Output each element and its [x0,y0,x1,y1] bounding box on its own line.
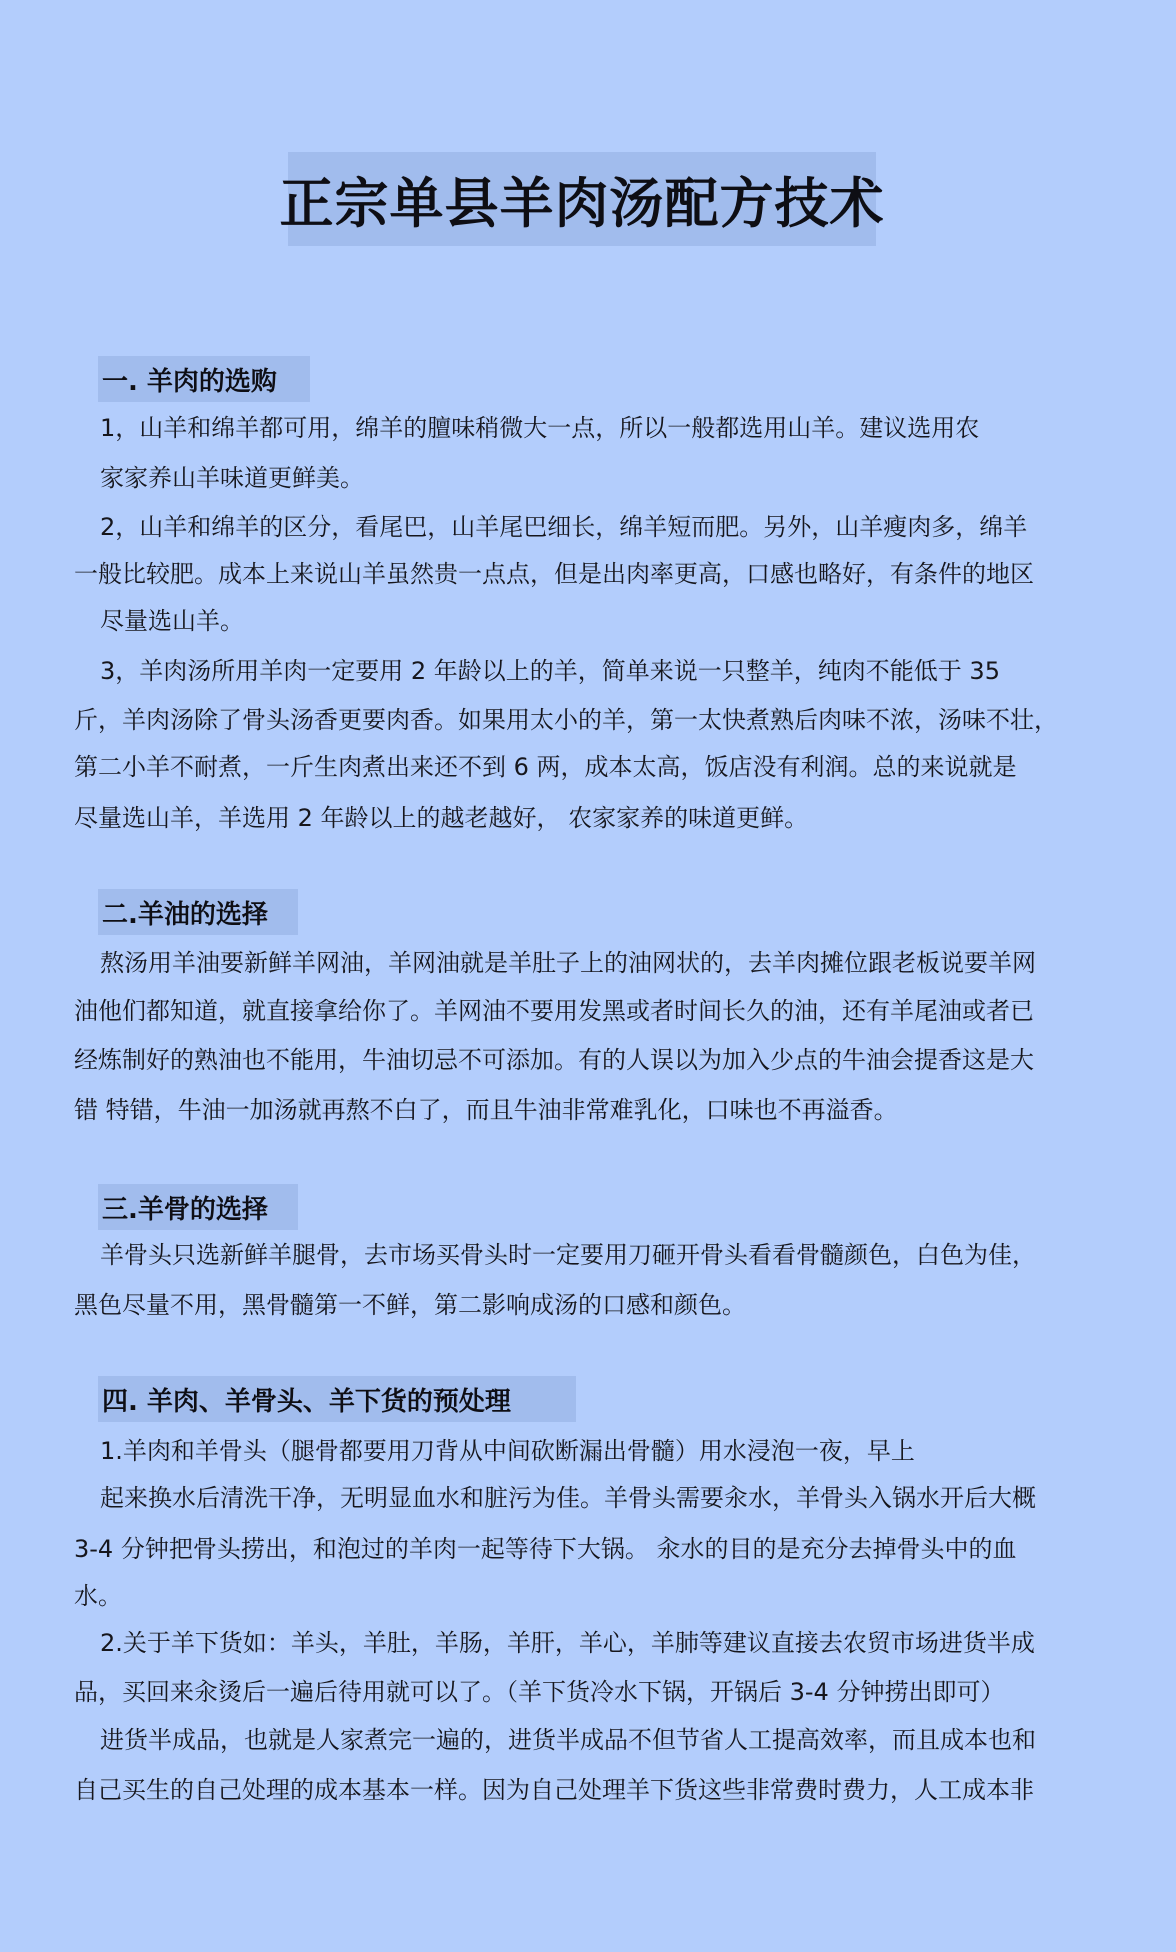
paragraph-line: 1，山羊和绵羊都可用，绵羊的膻味稍微大一点，所以一般都选用山羊。建议选用农 [100,414,980,442]
paragraph-line: 1.羊肉和羊骨头（腿骨都要用刀背从中间砍断漏出骨髓）用水浸泡一夜，早上 [100,1437,915,1465]
paragraph-line: 油他们都知道，就直接拿给你了。羊网油不要用发黑或者时间长久的油，还有羊尾油或者已 [74,997,1034,1025]
paragraph-line: 经炼制好的熟油也不能用，牛油切忌不可添加。有的人误以为加入少点的牛油会提香这是大 [74,1046,1034,1074]
paragraph-line: 品，买回来汆烫后一遍后待用就可以了。（羊下货冷水下锅，开锅后 3-4 分钟捞出即可） [74,1678,1005,1706]
title-banner [279,152,885,246]
paragraph-line: 熬汤用羊油要新鲜羊网油，羊网油就是羊肚子上的油网状的，去羊肉摊位跟老板说要羊网 [100,949,1036,977]
paragraph-line: 尽量选山羊，羊选用 2 年龄以上的越老越好， 农家家养的味道更鲜。 [74,804,809,832]
paragraph-line: 尽量选山羊。 [100,607,244,635]
paragraph-line: 起来换水后清洗干净，无明显血水和脏污为佳。羊骨头需要汆水，羊骨头入锅水开后大概 [100,1484,1036,1512]
section-heading-3: 三.羊骨的选择 [98,1184,298,1230]
paragraph-line: 2.关于羊下货如：羊头，羊肚，羊肠，羊肝，羊心，羊肺等建议直接去农贸市场进货半成 [100,1629,1035,1657]
paragraph-line: 一般比较肥。成本上来说山羊虽然贵一点点，但是出肉率更高，口感也略好，有条件的地区 [74,560,1034,588]
paragraph-line: 3，羊肉汤所用羊肉一定要用 2 年龄以上的羊，简单来说一只整羊，纯肉不能低于 35 [100,657,1000,685]
paragraph-line: 3-4 分钟把骨头捞出，和泡过的羊肉一起等待下大锅。 汆水的目的是充分去掉骨头中的血 [74,1535,1017,1563]
section-heading-1: 一. 羊肉的选购 [98,356,310,402]
paragraph-line: 水。 [74,1582,122,1610]
page-title: 正宗单县羊肉汤配方技术 [279,171,885,235]
paragraph-line: 2，山羊和绵羊的区分，看尾巴，山羊尾巴细长，绵羊短而肥。另外，山羊瘦肉多，绵羊 [100,513,1028,541]
paragraph-line: 错 特错，牛油一加汤就再熬不白了，而且牛油非常难乳化，口味也不再溢香。 [74,1096,898,1124]
paragraph-line: 黑色尽量不用，黑骨髓第一不鲜，第二影响成汤的口感和颜色。 [74,1291,746,1319]
paragraph-line: 自己买生的自己处理的成本基本一样。因为自己处理羊下货这些非常费时费力，人工成本非 [74,1776,1034,1804]
section-heading-4: 四. 羊肉、羊骨头、羊下货的预处理 [98,1376,576,1422]
paragraph-line: 家家养山羊味道更鲜美。 [100,464,364,492]
paragraph-line: 进货半成品，也就是人家煮完一遍的，进货半成品不但节省人工提高效率，而且成本也和 [100,1726,1036,1754]
paragraph-line: 羊骨头只选新鲜羊腿骨，去市场买骨头时一定要用刀砸开骨头看看骨髓颜色，白色为佳， [100,1241,1036,1269]
section-heading-2: 二.羊油的选择 [98,889,298,935]
paragraph-line: 第二小羊不耐煮，一斤生肉煮出来还不到 6 两，成本太高，饭店没有利润。总的来说就是 [74,753,1017,781]
paragraph-line: 斤，羊肉汤除了骨头汤香更要肉香。如果用太小的羊，第一太快煮熟后肉味不浓，汤味不壮， [74,706,1058,734]
